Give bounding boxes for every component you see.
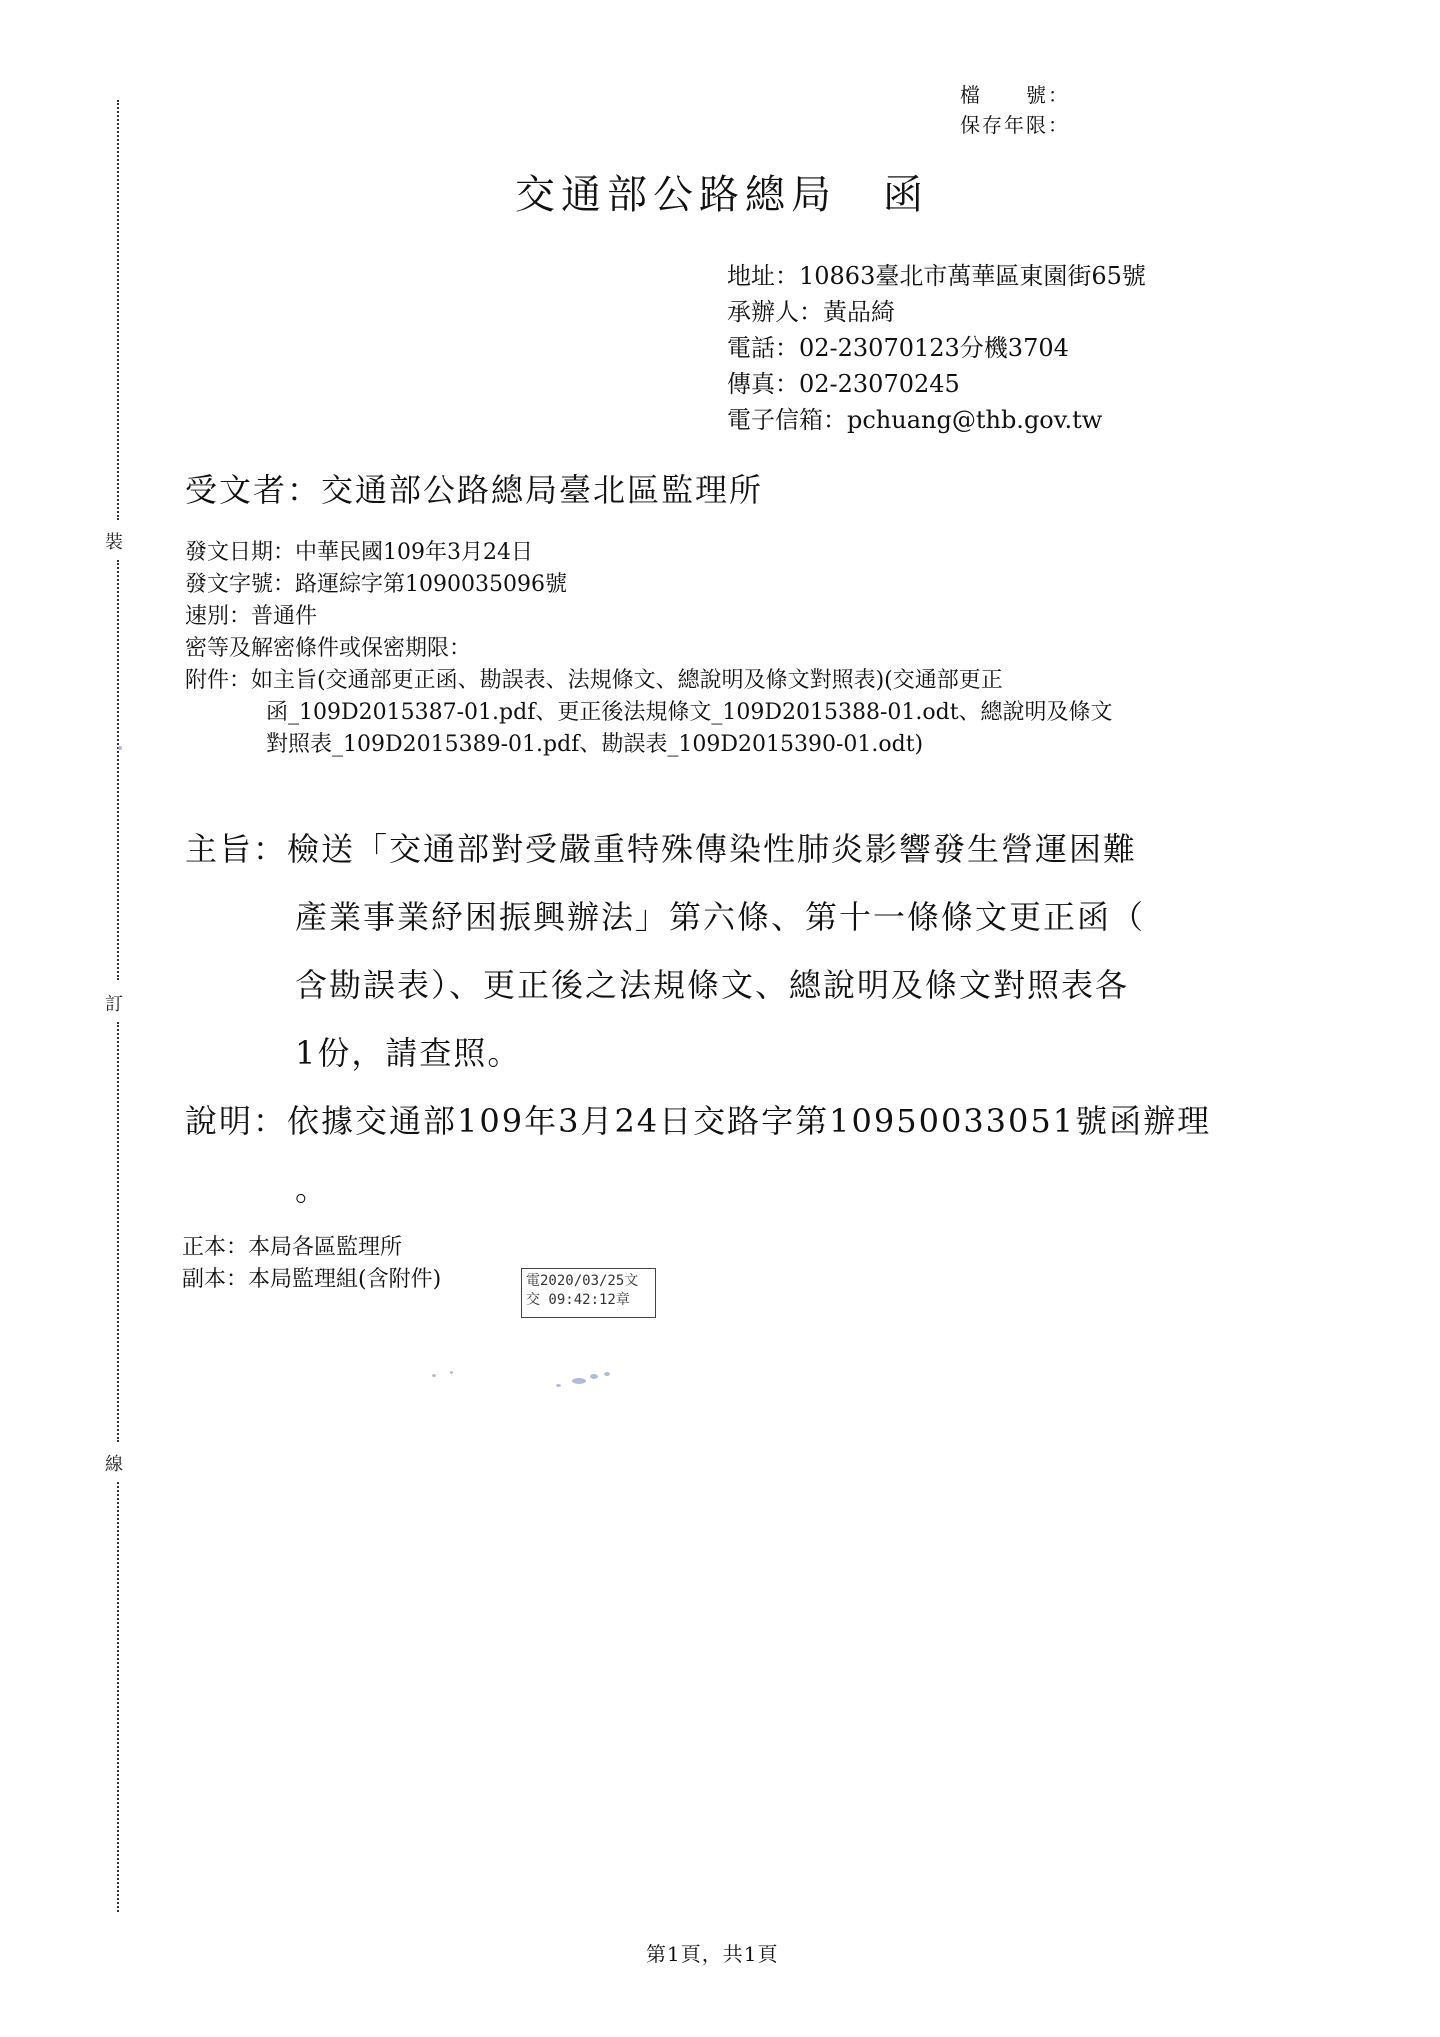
delivery-speed: 速別：普通件: [185, 604, 318, 629]
scan-speck: [450, 1371, 453, 1374]
sender-address: 地址：10863臺北市萬華區東園街65號: [727, 262, 1146, 290]
archive-info: [960, 80, 1070, 140]
exchange-stamp: [521, 1268, 656, 1318]
document-meta: [185, 537, 1113, 761]
sender-fax: 傳真：02-23070245: [727, 370, 960, 398]
attachment-line-2: 函_109D2015387-01.pdf、更正後法規條文_109D2015388-01.odt、總說明及條文: [266, 700, 1113, 725]
recipient: 受文者：交通部公路總局臺北區監理所: [185, 471, 764, 509]
scan-speck: [118, 746, 122, 750]
stamp-line-2: 交 09:42:12章: [526, 1292, 630, 1308]
distribution: [182, 1232, 441, 1296]
sender-email: 電子信箱：pchuang@thb.gov.tw: [727, 406, 1103, 434]
explanation-line-1: 說明：依據交通部109年3月24日交路字第10950033051號函辦理: [185, 1102, 1212, 1140]
stamp-line-1: 電2020/03/25文: [526, 1273, 639, 1289]
binding-mark-zhuang: 裝: [105, 532, 123, 553]
subject-line-4: 1份，請查照。: [295, 1034, 522, 1072]
security-level: 密等及解密條件或保密期限：: [185, 636, 472, 661]
scan-speck: [590, 1374, 598, 1379]
page-footer: 第1頁，共1頁: [646, 1942, 779, 1966]
document-title: 交通部公路總局 函: [515, 172, 929, 218]
sender-info: [727, 258, 1146, 438]
subject-line-3: 含勘誤表）、更正後之法規條文、總說明及條文對照表各: [295, 966, 1130, 1004]
copy-recipients: 副本：本局監理組(含附件): [182, 1267, 442, 1292]
file-number-label: 檔 號：: [960, 83, 1070, 107]
document-number: 發文字號：路運綜字第1090035096號: [185, 572, 567, 597]
sender-phone: 電話：02-23070123分機3704: [727, 334, 1069, 362]
scan-speck: [572, 1378, 586, 1384]
main-content: [185, 815, 1211, 1223]
sender-handler: 承辦人：黃品綺: [727, 298, 895, 326]
scan-speck: [432, 1374, 436, 1377]
issue-date: 發文日期：中華民國109年3月24日: [185, 540, 533, 565]
binding-mark-ding: 訂: [105, 994, 123, 1015]
attachment-line-3: 對照表_109D2015389-01.pdf、勘誤表_109D2015390-01.odt): [266, 732, 924, 757]
original-recipients: 正本：本局各區監理所: [182, 1235, 403, 1260]
scan-speck: [556, 1384, 561, 1387]
subject-line-2: 產業事業紓困振興辦法」第六條、第十一條條文更正函（: [295, 898, 1146, 936]
scan-speck: [604, 1372, 610, 1376]
binding-line-middle-1: [117, 560, 119, 980]
binding-line-middle-2: [117, 1022, 119, 1442]
explanation-line-2: 。: [295, 1170, 330, 1208]
attachment-line-1: 附件：如主旨(交通部更正函、勘誤表、法規條文、總說明及條文對照表)(交通部更正: [185, 668, 1003, 693]
binding-line-top: [117, 100, 119, 520]
subject-line-1: 主旨：檢送「交通部對受嚴重特殊傳染性肺炎影響發生營運困難: [185, 830, 1138, 868]
binding-line-bottom: [117, 1482, 119, 1912]
binding-mark-xian: 線: [105, 1454, 123, 1475]
retention-period-label: 保存年限：: [960, 113, 1070, 137]
